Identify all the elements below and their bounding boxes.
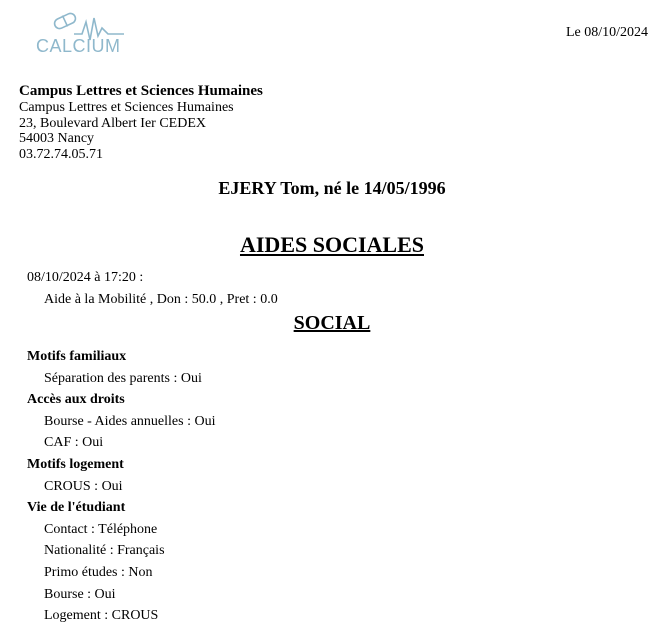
social-item: Bourse - Aides annuelles : Oui (44, 413, 216, 429)
organization-phone: 03.72.74.05.71 (19, 146, 103, 162)
organization-city: 54003 Nancy (19, 131, 95, 146)
social-item: Contact : Téléphone (44, 521, 158, 537)
social-item: CAF : Oui (44, 435, 104, 451)
social-category: Motifs familiaux (27, 349, 127, 364)
aides-sociales-title: AIDES SOCIALES (239, 232, 424, 257)
social-category: Accès aux droits (27, 392, 125, 408)
calcium-logo (34, 12, 134, 56)
social-item: Séparation des parents : Oui (44, 370, 202, 386)
social-item: Bourse : Oui (44, 586, 116, 602)
social-item: Nationalité : Français (44, 543, 165, 559)
social-item: Logement : CROUS (44, 608, 159, 624)
patient-heading: EJERY Tom, né le 14/05/1996 (218, 178, 446, 198)
document-date: Le 08/10/2024 (565, 25, 648, 40)
social-category: Motifs logement (27, 456, 124, 472)
organization-name-bold: Campus Lettres et Sciences Humaines (19, 83, 263, 99)
social-title: SOCIAL (293, 312, 371, 334)
social-category: Vie de l'étudiant (27, 500, 126, 516)
organization-block (19, 82, 263, 162)
logo-text: CALCIUM (36, 36, 121, 56)
social-item: CROUS : Oui (44, 478, 123, 494)
social-item: Primo études : Non (44, 564, 153, 580)
aide-entry-detail: Aide à la Mobilité , Don : 50.0 , Pret : 0.0 (44, 292, 278, 307)
social-section (27, 348, 627, 629)
organization-address: 23, Boulevard Albert Ier CEDEX (19, 115, 207, 131)
organization-name: Campus Lettres et Sciences Humaines (19, 100, 234, 115)
aide-entry-date: 08/10/2024 à 17:20 : (27, 270, 144, 285)
